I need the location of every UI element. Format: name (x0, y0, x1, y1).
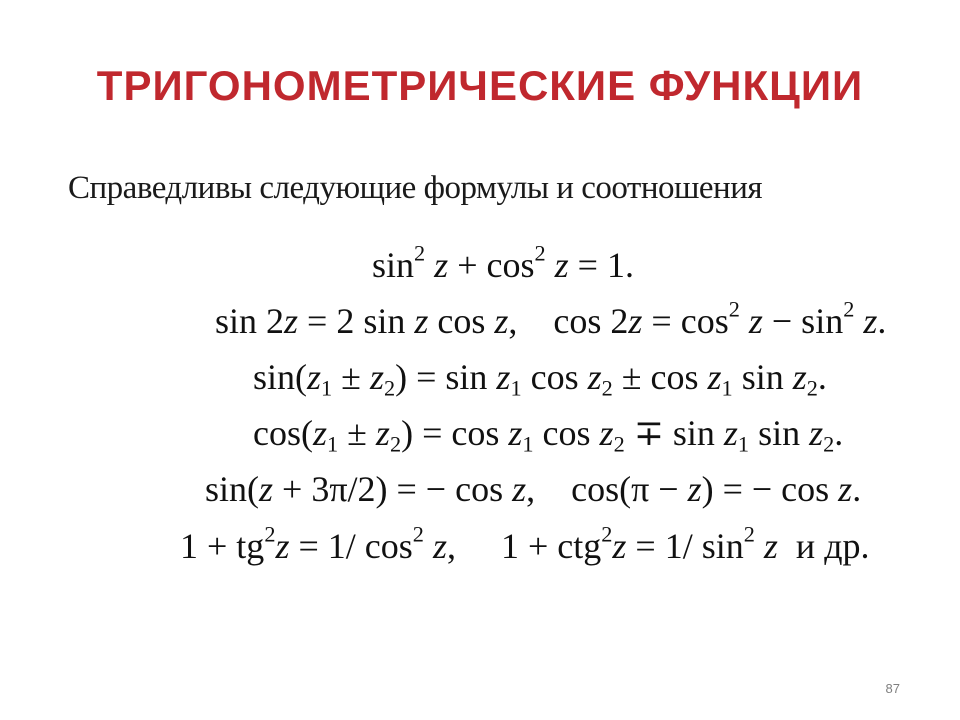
trailing-text: и др. (795, 526, 870, 566)
page-number: 87 (885, 681, 900, 696)
formula-reduction: sin(z + 3π/2) = − cos z, cos(π − z) = − cos z. (205, 469, 862, 509)
formula-double-angle: sin 2z = 2 sin z cos z, $\cos 2z = \cos^2 z - \sin^2 z$. (215, 296, 887, 341)
intro-text: Справедливы следующие формулы и соотношения (68, 170, 763, 206)
formula-tangent-identities: $1 + tg^2z = 1/$ $\cos^2 z$, 1 + ctg$^2$z = 1/ $\sin^2 z$ и др. (180, 521, 870, 566)
slide-title: ТРИГОНОМЕТРИЧЕСКИЕ ФУНКЦИИ (96, 62, 864, 109)
formula-sine-sum: $\sin(z_1 \pm z_2) = \sin z_1$ $\cos z_2 \pm \cos z_1$ $\sin z_2$. (253, 357, 827, 401)
formula-cosine-sum: $\cos(z_1 \pm z_2) = \cos z_1$ $\cos z_2 \mp \sin z_1$ $\sin z_2$. (253, 413, 844, 457)
formula-pythagorean-identity: $\sin^2 z + \cos^2 z = 1$. (372, 240, 634, 285)
